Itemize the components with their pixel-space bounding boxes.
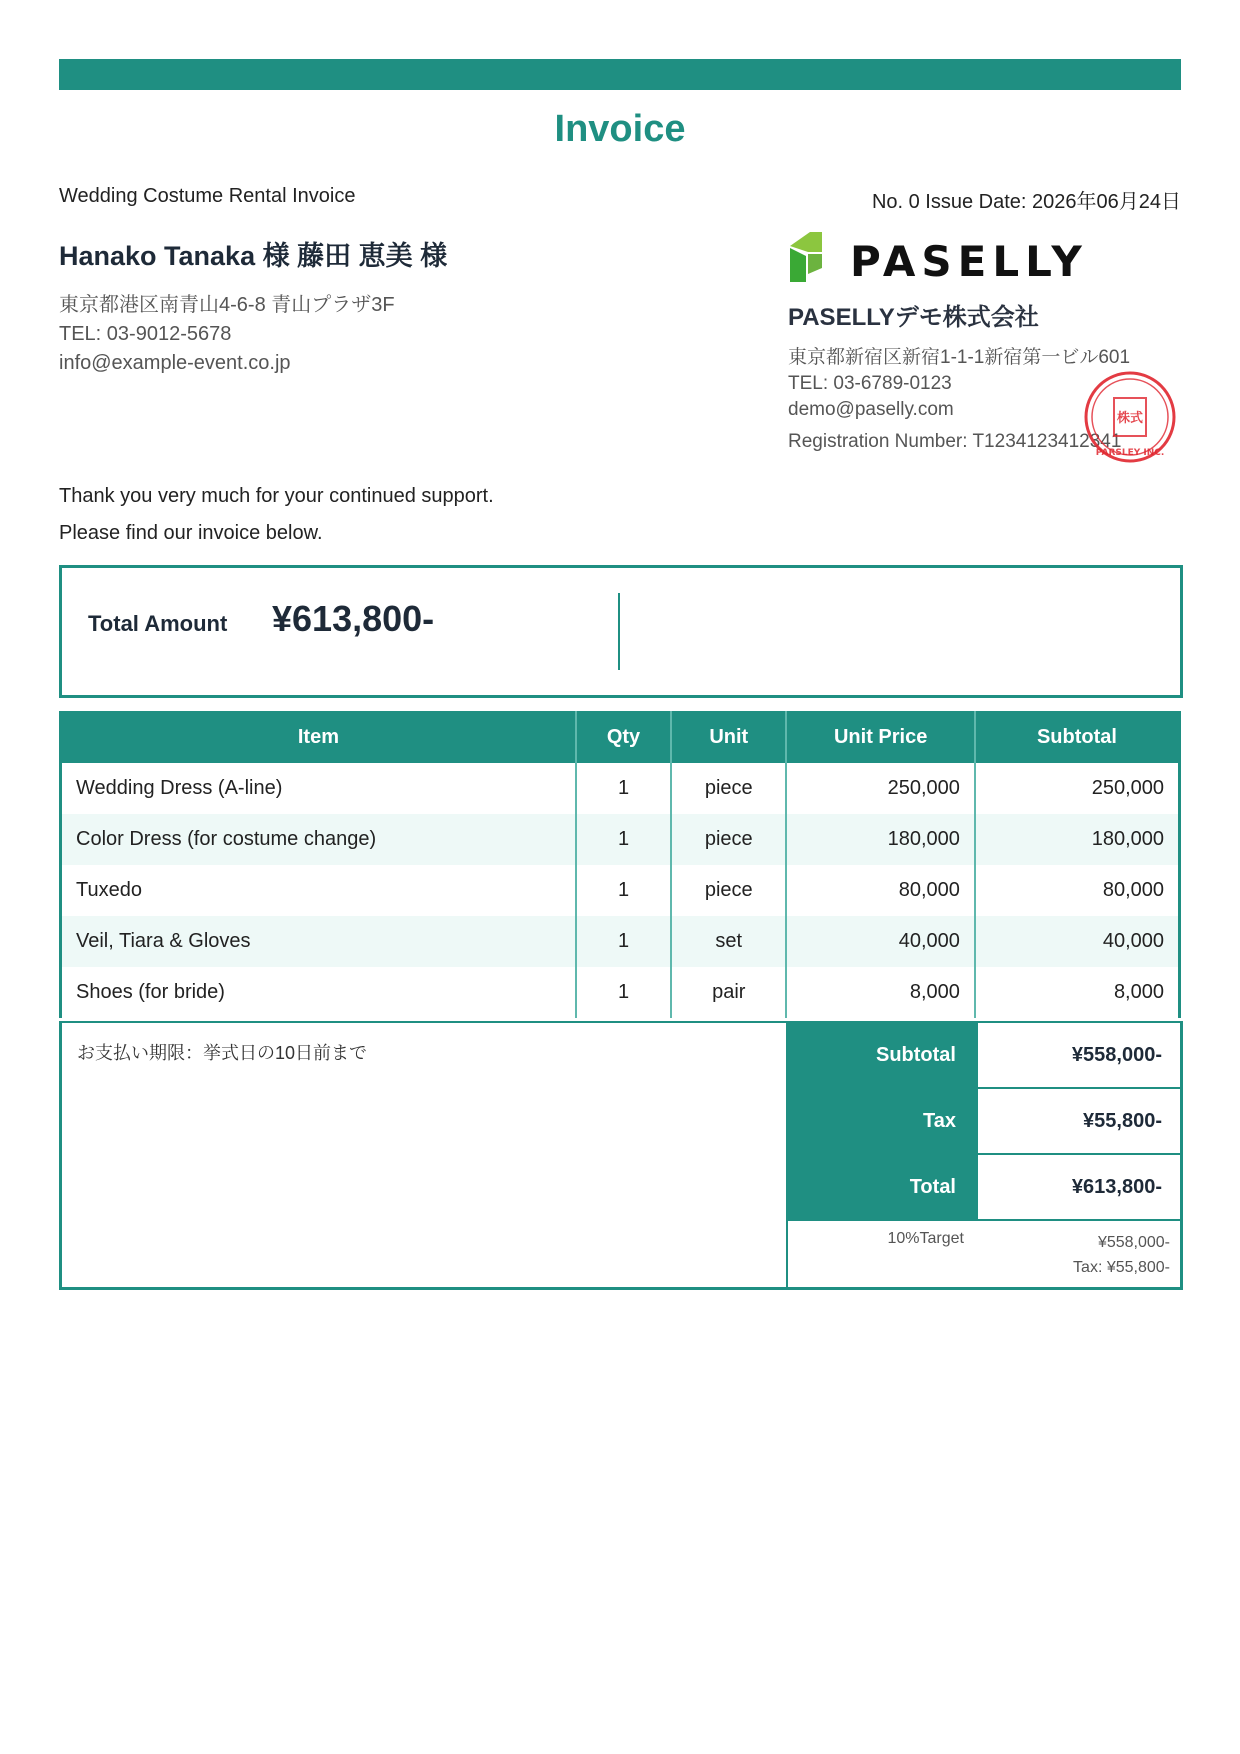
cell-qty: 1 [576, 916, 671, 967]
invoice-subtitle: Wedding Costume Rental Invoice [59, 185, 356, 207]
tax-target-amount: ¥558,000- [1097, 1234, 1170, 1251]
top-accent-bar [59, 59, 1181, 90]
summary-subtotal-value: ¥558,000- [976, 1023, 1182, 1087]
cell-unit-price: 180,000 [786, 814, 975, 865]
greeting-line-1: Thank you very much for your continued support. [59, 485, 494, 507]
cell-unit: piece [671, 865, 786, 916]
greeting [59, 478, 494, 552]
summary-tax-row [788, 1089, 1182, 1155]
logo-mark-left [790, 248, 806, 282]
col-header-qty: Qty [576, 711, 671, 763]
cell-unit: pair [671, 967, 786, 1018]
logo-mark-right [808, 254, 822, 274]
greeting-line-2: Please find our invoice below. [59, 522, 323, 544]
svg-text:株式: 株式 [1116, 411, 1144, 426]
table-row [61, 967, 1180, 1018]
total-amount-label: Total Amount [88, 611, 228, 636]
table-row [61, 763, 1180, 814]
client-email: info@example-event.co.jp [59, 352, 291, 374]
svg-text:PARSLEY INC.: PARSLEY INC. [1095, 448, 1165, 458]
company-seal-stamp [1080, 370, 1180, 464]
table-row [61, 814, 1180, 865]
summary-subtotal-row [788, 1023, 1182, 1089]
tax-target-label: 10%Target [887, 1230, 964, 1247]
client-tel: TEL: 03-9012-5678 [59, 323, 232, 345]
total-amount-box [59, 565, 1183, 698]
invoice-meta: No. 0 Issue Date: 2026年06月24日 [871, 191, 1181, 213]
cell-unit: piece [671, 814, 786, 865]
summary-subtotal-label: Subtotal [788, 1023, 976, 1087]
cell-unit: set [671, 916, 786, 967]
table-row [61, 916, 1180, 967]
summary-tax-label: Tax [788, 1089, 976, 1153]
cell-qty: 1 [576, 865, 671, 916]
company-info [788, 345, 1130, 455]
cell-item: Wedding Dress (A-line) [76, 777, 283, 799]
client-info [59, 291, 395, 378]
company-tel: TEL: 03-6789-0123 [788, 373, 952, 394]
cell-item: Color Dress (for costume change) [61, 814, 576, 865]
total-box-divider [618, 593, 620, 670]
cell-unit-price: 80,000 [786, 865, 975, 916]
cell-subtotal: 80,000 [975, 865, 1180, 916]
table-row [61, 865, 1180, 916]
col-header-subtotal: Subtotal [975, 711, 1180, 763]
totals-section [59, 1021, 1183, 1290]
payment-note: お支払い期限：挙式日の10日前まで [77, 1043, 368, 1063]
table-header-row [61, 711, 1180, 763]
company-email: demo@paselly.com [788, 399, 954, 420]
summary-total-row [788, 1155, 1182, 1221]
items-table [59, 711, 1181, 1018]
company-address: 東京都新宿区新宿1-1-1新宿第一ビル601 [788, 347, 1131, 368]
cell-unit-price: 8,000 [786, 967, 975, 1018]
cell-subtotal: 250,000 [975, 763, 1180, 814]
tax-target-breakdown [1073, 1230, 1170, 1280]
cell-qty: 1 [576, 814, 671, 865]
cell-subtotal: 8,000 [975, 967, 1180, 1018]
logo-text: PASELLY [850, 237, 1088, 284]
client-name: Hanako Tanaka 様 藤田 恵美 様 [59, 241, 448, 271]
summary-tax-value: ¥55,800- [976, 1089, 1182, 1153]
col-header-unit-price: Unit Price [786, 711, 975, 763]
cell-subtotal: 40,000 [975, 916, 1180, 967]
summary-total-value: ¥613,800- [976, 1155, 1182, 1219]
total-amount-value: ¥613,800- [272, 598, 435, 639]
client-address: 東京都港区南青山4-6-8 青山プラザ3F [59, 294, 395, 316]
cell-unit-price: 250,000 [786, 763, 975, 814]
cell-item: Tuxedo [76, 879, 142, 901]
cell-subtotal: 180,000 [975, 814, 1180, 865]
page-title: Invoice [554, 108, 686, 150]
cell-qty: 1 [576, 763, 671, 814]
cell-qty: 1 [576, 967, 671, 1018]
summary-total-label: Total [788, 1155, 976, 1219]
cell-unit: piece [671, 763, 786, 814]
tax-target-tax: Tax: ¥55,800- [1073, 1259, 1170, 1276]
cell-item: Shoes (for bride) [76, 981, 225, 1003]
col-header-item: Item [61, 711, 576, 763]
company-name: PASELLYデモ株式会社 [788, 304, 1039, 331]
logo-mark-top [790, 232, 822, 252]
cell-unit-price: 40,000 [786, 916, 975, 967]
summary-panel [786, 1023, 1182, 1287]
col-header-unit: Unit [671, 711, 786, 763]
paselly-logo [788, 230, 1088, 284]
cell-item: Veil, Tiara & Gloves [61, 916, 576, 967]
registration-number: Registration Number: T1234123412341 [788, 431, 1122, 452]
